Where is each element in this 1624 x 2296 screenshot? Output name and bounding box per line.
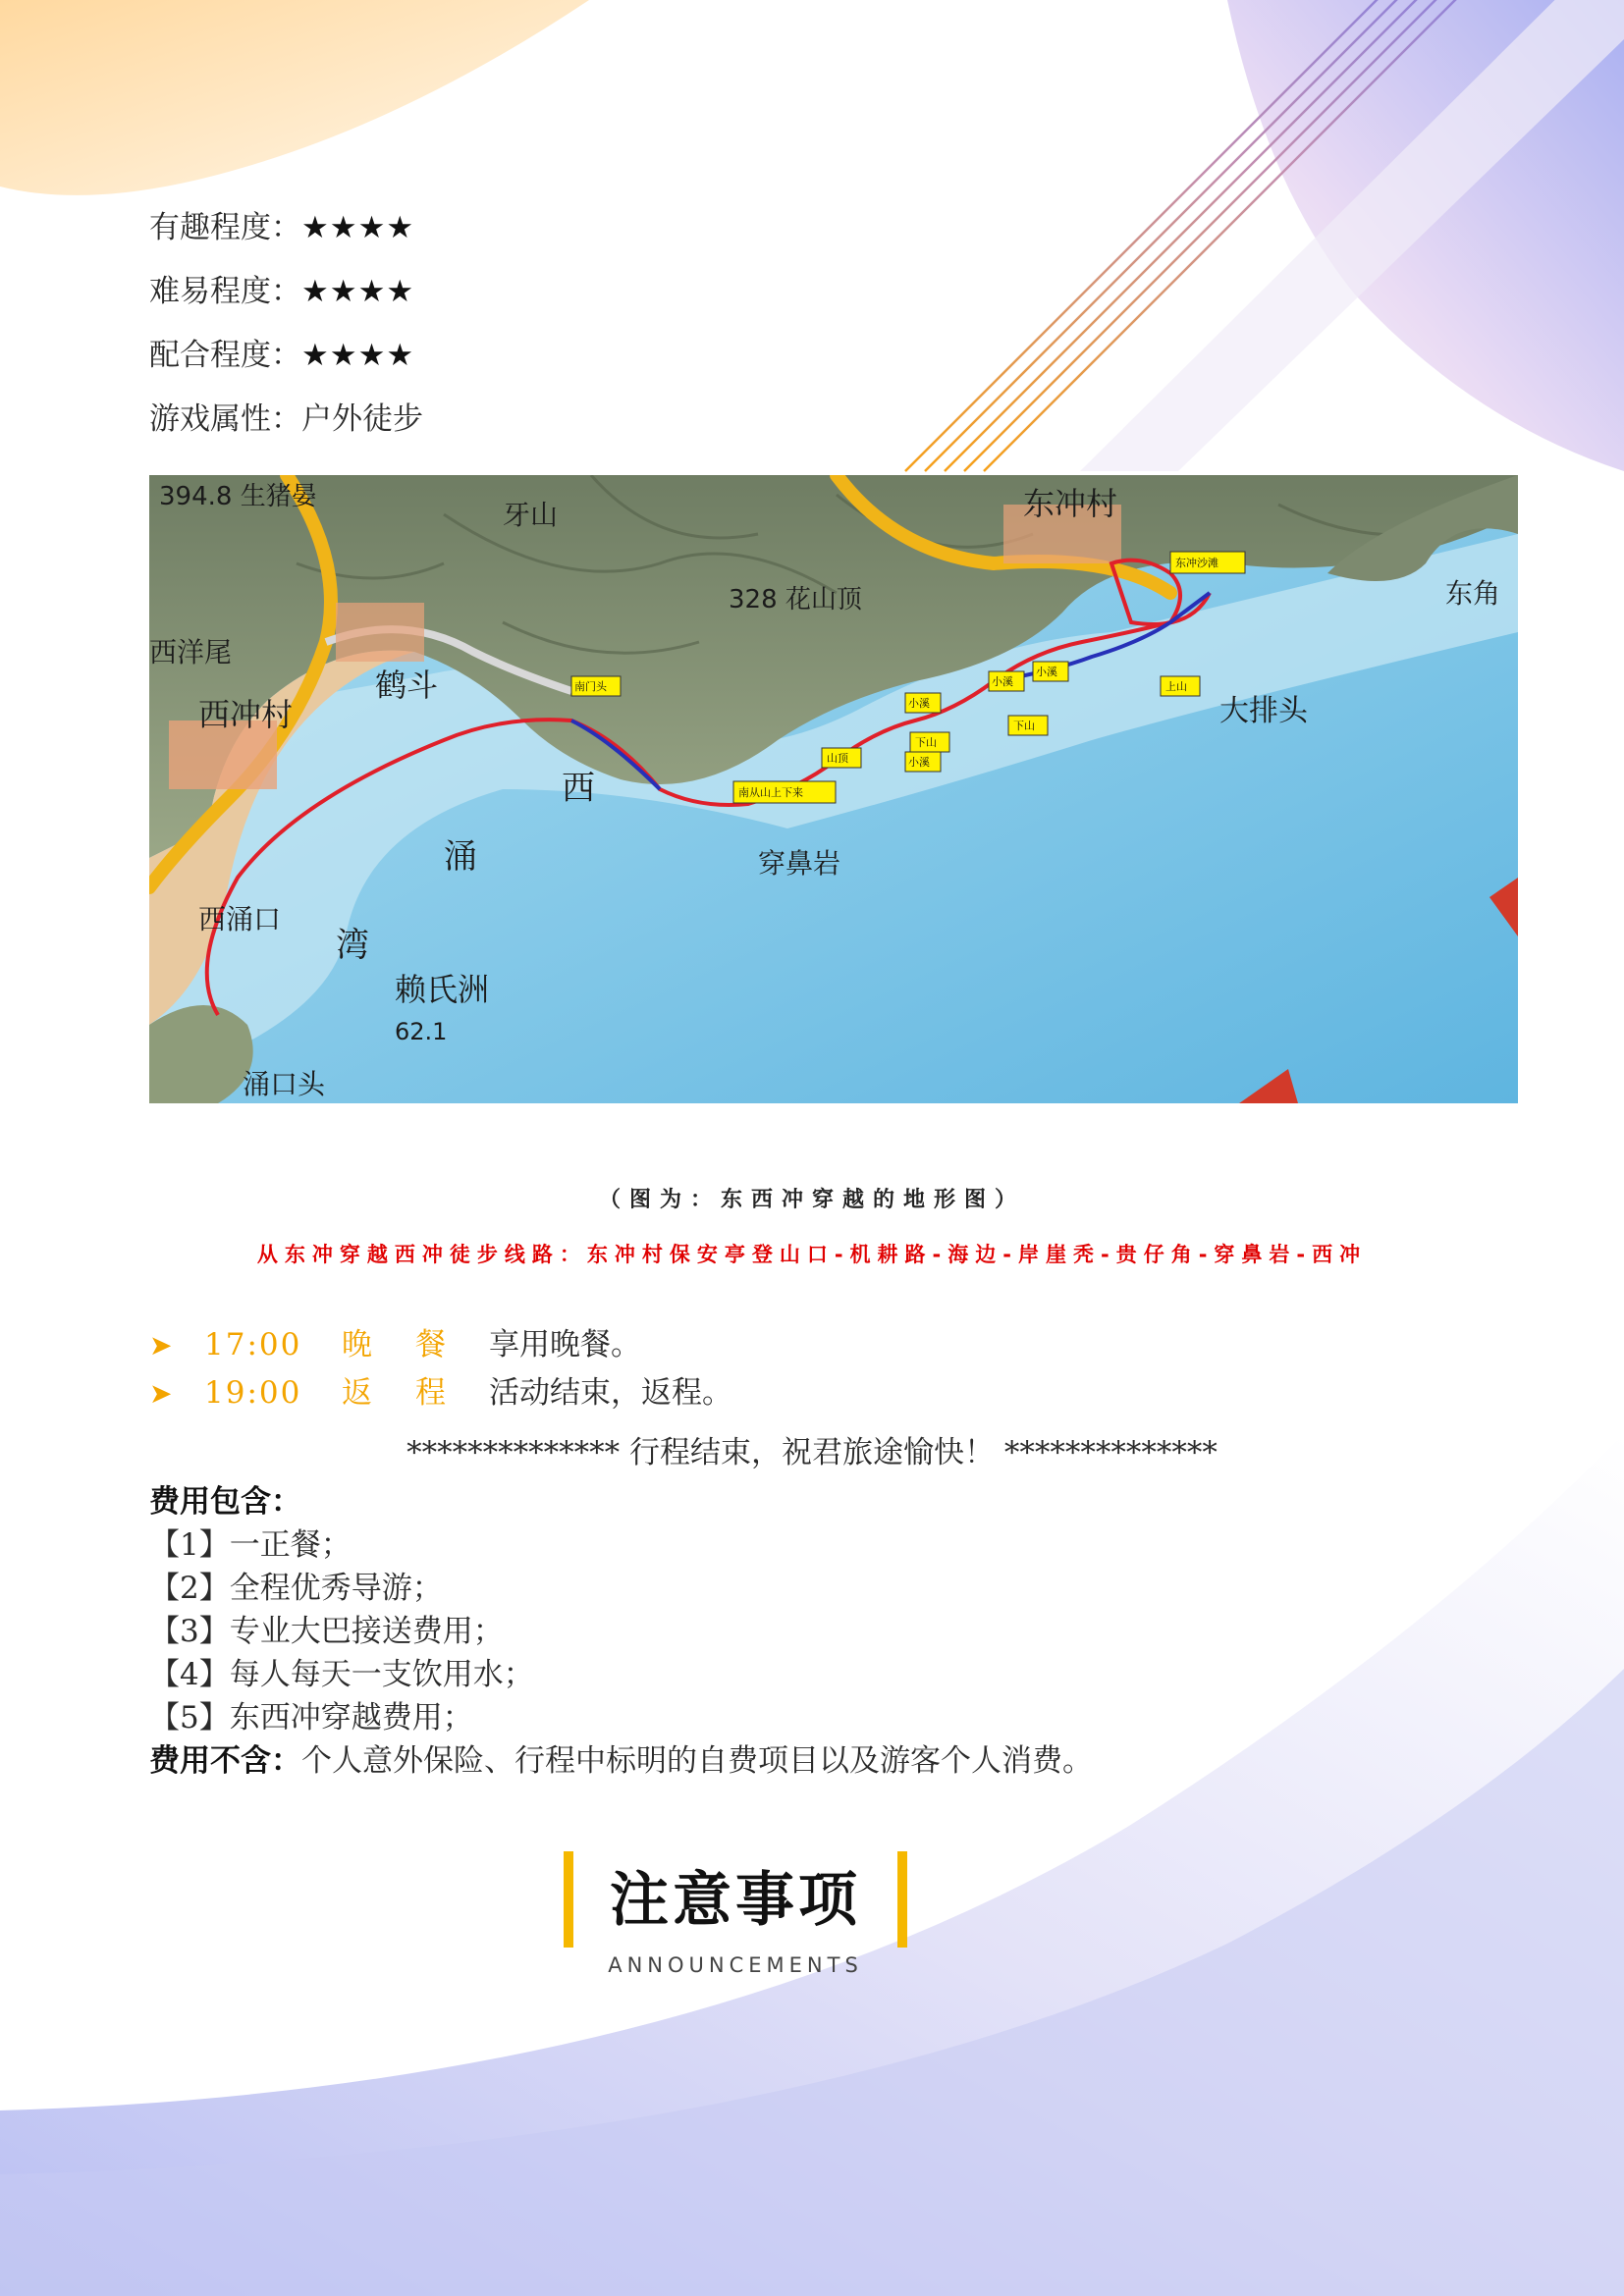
- rating-activity-type: [149, 400, 423, 439]
- route-marker: [905, 752, 941, 772]
- heading-bar-left: [564, 1851, 573, 1948]
- announcements-heading: [564, 1851, 907, 1948]
- map-label: 西冲村: [198, 696, 294, 733]
- map-label: 328 花山顶: [729, 585, 862, 614]
- schedule-time: 19:00: [204, 1375, 302, 1411]
- svg-text:南从山上下来: 南从山上下来: [738, 786, 803, 799]
- map-label: 鹤斗: [375, 667, 439, 704]
- route-marker: [1161, 676, 1200, 696]
- svg-text:东冲沙滩: 东冲沙滩: [1175, 557, 1218, 569]
- svg-text:小溪: 小溪: [992, 675, 1013, 688]
- schedule-name: 晚餐: [342, 1327, 489, 1362]
- route-marker: [1170, 552, 1245, 573]
- fee-item: 【5】东西冲穿越费用；: [149, 1700, 473, 1735]
- rating-stars: ★★★★: [301, 274, 415, 309]
- route-marker: [989, 671, 1024, 691]
- rating-stars: ★★★★: [301, 210, 415, 245]
- schedule-time: 17:00: [204, 1327, 302, 1362]
- svg-text:山顶: 山顶: [827, 752, 848, 765]
- svg-text:下山: 下山: [915, 736, 937, 749]
- fees-exclude-text: 个人意外保险、行程中标明的自费项目以及游客个人消费。: [301, 1743, 1093, 1779]
- map-label: 涌口头: [243, 1068, 326, 1100]
- announcements-title: 注意事项: [610, 1866, 861, 1935]
- map-label: 涌: [444, 837, 477, 877]
- heading-bar-right: [897, 1851, 907, 1948]
- map-label: 394.8 生猪晏: [159, 482, 317, 511]
- svg-text:南门头: 南门头: [574, 680, 607, 693]
- svg-text:小溪: 小溪: [1036, 666, 1057, 678]
- fee-item: 【4】每人每天一支饮用水；: [149, 1657, 534, 1692]
- fee-item: 【1】一正餐；: [149, 1527, 352, 1563]
- route-marker: [905, 693, 941, 713]
- fees-section: [149, 1480, 1093, 1783]
- itinerary-end-line: ************** 行程结束，祝君旅途愉快！ **************: [406, 1435, 1218, 1470]
- map-label: 西: [562, 769, 595, 808]
- fee-item: 【3】专业大巴接送费用；: [149, 1614, 504, 1649]
- svg-text:上山: 上山: [1165, 680, 1187, 693]
- map-label: 东冲村: [1023, 485, 1118, 522]
- fees-include-title: 费用包含：: [149, 1484, 301, 1520]
- route-marker: [1033, 662, 1068, 681]
- route-description: 从东冲穿越西冲徒步线路：东冲村保安亭登山口-机耕路-海边-岸崖秃-贵仔角-穿鼻岩-西冲: [256, 1243, 1368, 1266]
- map-label: 湾: [336, 926, 369, 965]
- rating-difficulty: [149, 272, 414, 311]
- fees-exclude-title: 费用不含：: [149, 1743, 301, 1779]
- svg-text:小溪: 小溪: [908, 697, 930, 710]
- svg-text:小溪: 小溪: [908, 756, 930, 769]
- arrow-right-icon: ➤: [149, 1377, 173, 1410]
- map-label: 西涌口: [198, 903, 282, 935]
- terrain-map: [149, 475, 1518, 1103]
- map-label: 穿鼻岩: [758, 847, 841, 880]
- route-marker: [1008, 716, 1048, 735]
- schedule-desc: 享用晚餐。: [489, 1327, 641, 1362]
- rating-value: 户外徒步: [301, 401, 423, 437]
- map-caption: （图为：东西冲穿越的地形图）: [598, 1188, 1025, 1212]
- fee-item: 【2】全程优秀导游；: [149, 1571, 443, 1606]
- rating-label: 游戏属性：: [149, 401, 301, 437]
- map-label: 62.1: [395, 1018, 448, 1045]
- map-label: 西洋尾: [149, 636, 233, 668]
- schedule-item: [149, 1324, 641, 1366]
- schedule-name: 返程: [342, 1375, 489, 1411]
- announcements-subtitle: ANNOUNCEMENTS: [608, 1953, 863, 1977]
- rating-cooperation: [149, 336, 414, 375]
- arrow-right-icon: ➤: [149, 1329, 173, 1362]
- rating-fun: [149, 208, 414, 247]
- route-marker: [910, 732, 949, 752]
- map-label: 赖氏洲: [395, 971, 490, 1008]
- map-label: 东角: [1445, 577, 1501, 610]
- rating-label: 有趣程度：: [149, 210, 301, 245]
- schedule-item: [149, 1372, 732, 1415]
- route-marker: [571, 676, 621, 696]
- schedule-desc: 活动结束，返程。: [489, 1375, 732, 1411]
- rating-stars: ★★★★: [301, 338, 415, 373]
- fees-exclude: [149, 1739, 1093, 1783]
- map-label: 牙山: [503, 499, 559, 531]
- rating-label: 配合程度：: [149, 338, 301, 373]
- rating-label: 难易程度：: [149, 274, 301, 309]
- map-label: 大排头: [1219, 694, 1308, 728]
- route-marker: [822, 748, 861, 768]
- svg-text:下山: 下山: [1013, 720, 1035, 732]
- route-marker: [733, 781, 836, 803]
